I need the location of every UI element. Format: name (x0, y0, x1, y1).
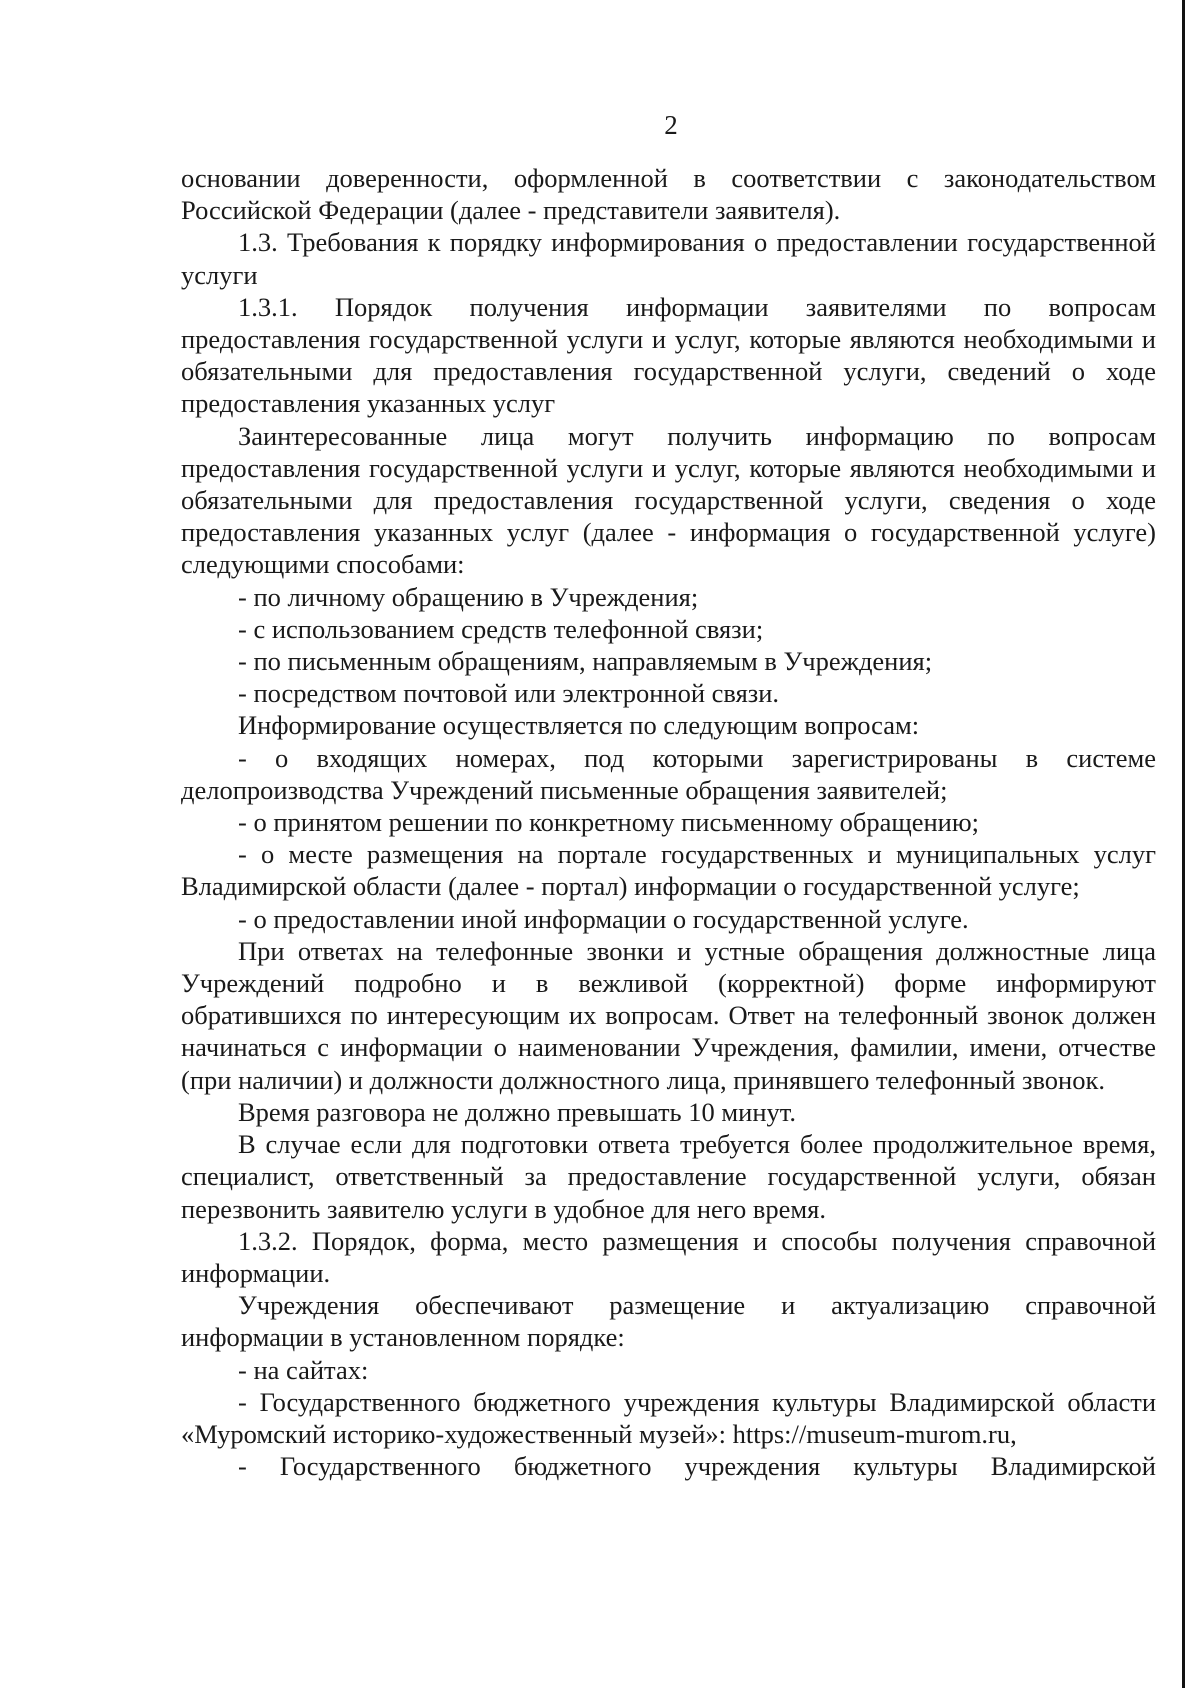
list-item: - с использованием средств телефонной связи; (238, 613, 764, 644)
paragraph-interested-persons: Заинтересованные лица могут получить информацию по вопросам предоставления государственной услуги и услуг, которые являются необходимыми и обязательными для предоставления государственной услуги, сведения о ходе предоставления указанных услуг (далее - информация о государственной услуге) следующими способами: (181, 420, 1156, 580)
document-body (181, 162, 1156, 1482)
list-item: - о предоставлении иной информации о государственной услуге. (238, 903, 969, 934)
paragraph-informing-topics: Информирование осуществляется по следующим вопросам: (238, 710, 920, 741)
list-item-museum-murom: - Государственного бюджетного учреждения культуры Владимирской области «Муромский историко-художественный музей»: https://museum-murom.ru, (181, 1386, 1156, 1449)
list-item: - о месте размещения на портале государственных и муниципальных услуг Владимирской области (далее - портал) информации о государственной услуге; (181, 839, 1156, 902)
section-heading-1-3: 1.3. Требования к порядку информирования о предоставлении государственной услуги (181, 227, 1156, 290)
paragraph-reference-info: Учреждения обеспечивают размещение и актуализацию справочной информации в установленном порядке: (181, 1290, 1156, 1353)
paragraph-call-duration: Время разговора не должно превышать 10 минут. (238, 1096, 796, 1127)
list-item: - по личному обращению в Учреждения; (238, 581, 699, 612)
page-number: 2 (664, 110, 678, 140)
list-item: - на сайтах: (238, 1354, 369, 1385)
paragraph-phone-calls: При ответах на телефонные звонки и устные обращения должностные лица Учреждений подробно и в вежливой (корректной) форме информируют обратившихся по интересующим их вопросам. Ответ на телефонный звонок должен начинаться с информации о наименовании Учреждения, фамилии, имени, отчестве (при наличии) и должности должностного лица, принявшего телефонный звонок. (181, 935, 1156, 1095)
list-item: - о входящих номерах, под которыми зарегистрированы в системе делопроизводства Учреждений письменные обращения заявителей; (181, 742, 1156, 805)
list-item: - по письменным обращениям, направляемым в Учреждения; (238, 646, 933, 677)
page-edge-line (1182, 0, 1185, 1688)
list-item: - о принятом решении по конкретному письменному обращению; (238, 807, 980, 838)
paragraph-callback: В случае если для подготовки ответа требуется более продолжительное время, специалист, ответственный за предоставление государственной услуги, обязан перезвонить заявителю услуги в удобное для него время. (181, 1129, 1156, 1224)
list-item-continued: - Государственного бюджетного учреждения культуры Владимирской (238, 1451, 1156, 1482)
section-heading-1-3-1: 1.3.1. Порядок получения информации заявителями по вопросам предоставления государственной услуги и услуг, которые являются необходимыми и обязательными для предоставления государственной услуги, сведений о ходе предоставления указанных услуг (181, 291, 1156, 419)
paragraph-representatives: основании доверенности, оформленной в соответствии с законодательством Российской Федерации (далее - представители заявителя). (181, 163, 1156, 226)
list-item: - посредством почтовой или электронной связи. (238, 678, 780, 709)
section-heading-1-3-2: 1.3.2. Порядок, форма, место размещения и способы получения справочной информации. (181, 1225, 1156, 1288)
